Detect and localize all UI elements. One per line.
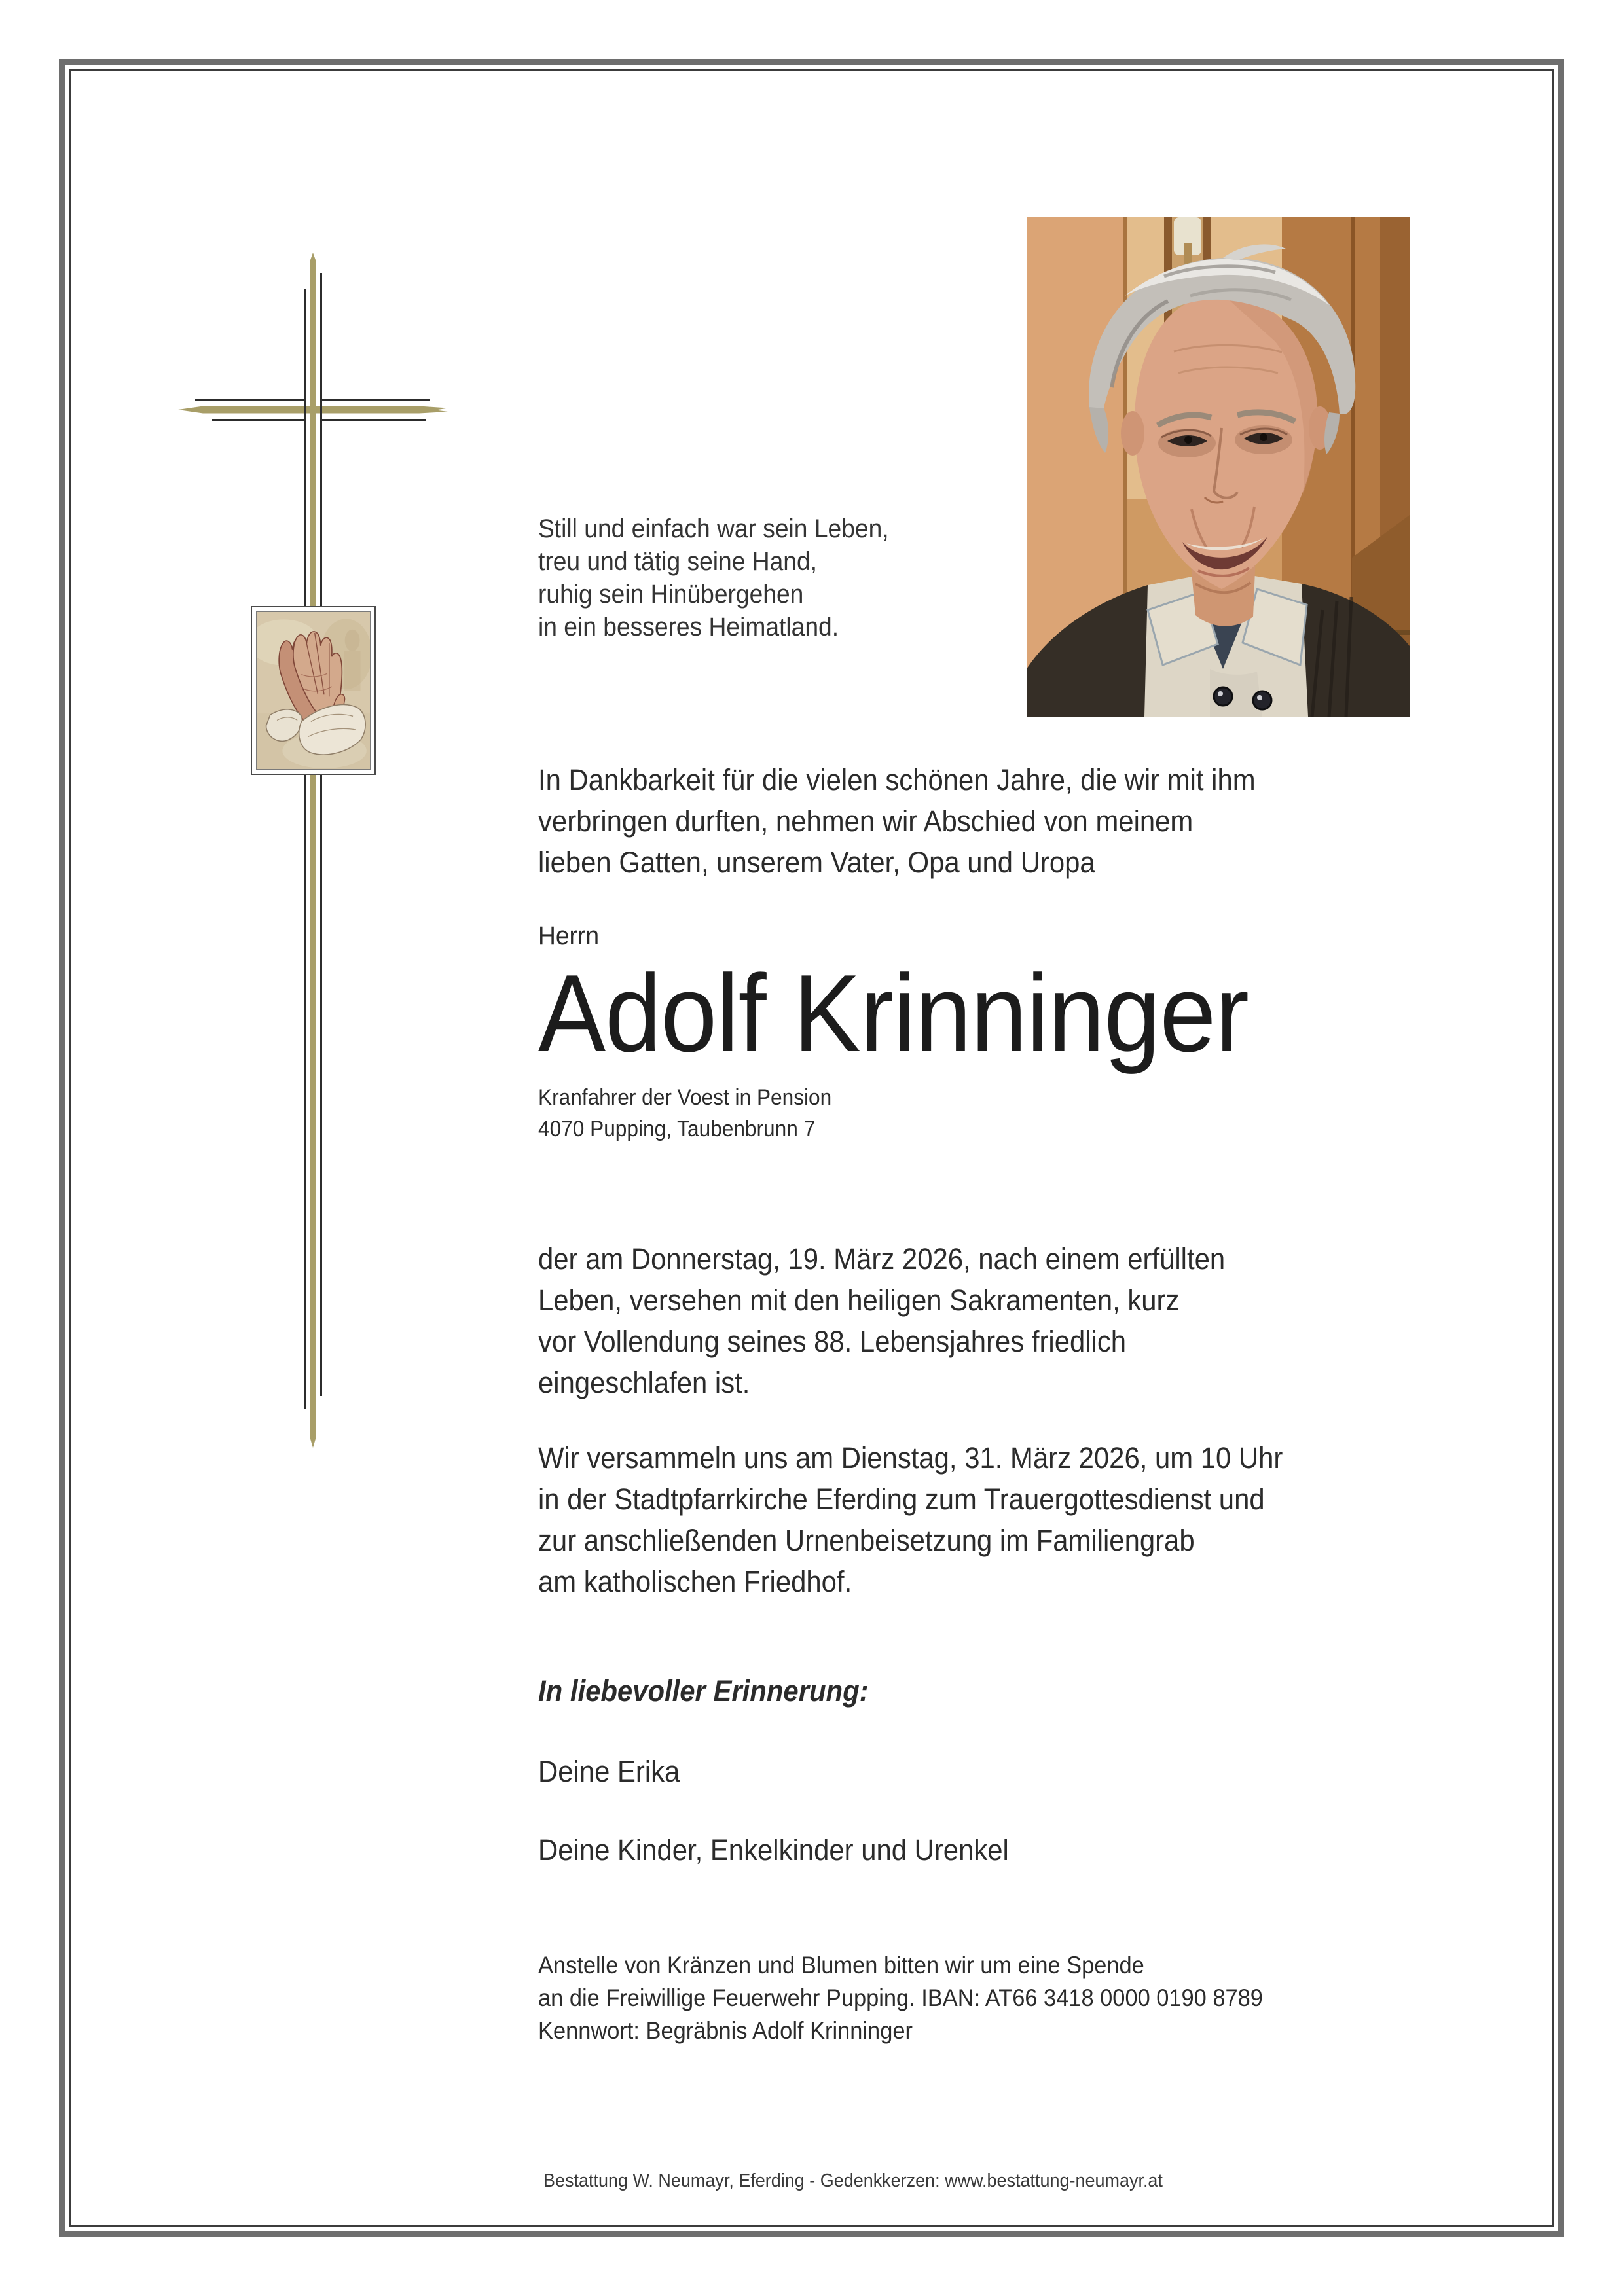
death-notice-paragraph bbox=[538, 1238, 1225, 1403]
deceased-profession: Kranfahrer der Voest in Pension bbox=[538, 1085, 832, 1110]
intro-line: lieben Gatten, unserem Vater, Opa und Uropa bbox=[538, 846, 1095, 879]
praying-hands-image bbox=[256, 611, 371, 770]
remembrance-title: In liebevoller Erinnerung: bbox=[538, 1674, 869, 1708]
intro-line: In Dankbarkeit für die vielen schönen Jahre, die wir mit ihm bbox=[538, 763, 1256, 797]
donation-line: Kennwort: Begräbnis Adolf Krinninger bbox=[538, 2017, 913, 2044]
mourner-name: Deine Kinder, Enkelkinder und Urenkel bbox=[538, 1833, 1009, 1867]
mourner-name: Deine Erika bbox=[538, 1755, 680, 1788]
deceased-name: Adolf Krinninger bbox=[538, 952, 1249, 1075]
poem-line: treu und tätig seine Hand, bbox=[538, 547, 818, 576]
death-notice-line: Leben, versehen mit den heiligen Sakramenten, kurz bbox=[538, 1283, 1180, 1317]
death-notice-line: der am Donnerstag, 19. März 2026, nach einem erfüllten bbox=[538, 1242, 1226, 1276]
poem-line: ruhig sein Hinübergehen bbox=[538, 580, 804, 609]
deceased-details bbox=[538, 1082, 831, 1145]
death-notice-line: vor Vollendung seines 88. Lebensjahres friedlich bbox=[538, 1325, 1127, 1358]
donation-line: an die Freiwillige Feuerwehr Pupping. IBAN: AT66 3418 0000 0190 8789 bbox=[538, 1984, 1263, 2011]
funeral-home-footer: Bestattung W. Neumayr, Eferding - Gedenkkerzen: www.bestattung-neumayr.at bbox=[543, 2170, 1163, 2191]
poem-line: Still und einfach war sein Leben, bbox=[538, 514, 889, 543]
ceremony-line: zur anschließenden Urnenbeisetzung im Familiengrab bbox=[538, 1524, 1195, 1557]
portrait-photo bbox=[1027, 217, 1410, 717]
donation-line: Anstelle von Kränzen und Blumen bitten wir um eine Spende bbox=[538, 1952, 1144, 1979]
ceremony-line: in der Stadtpfarrkirche Eferding zum Trauergottesdienst und bbox=[538, 1482, 1265, 1516]
ceremony-line: Wir versammeln uns am Dienstag, 31. März 2026, um 10 Uhr bbox=[538, 1441, 1283, 1475]
ceremony-paragraph bbox=[538, 1437, 1283, 1602]
donation-note bbox=[538, 1949, 1263, 2047]
deceased-address: 4070 Pupping, Taubenbrunn 7 bbox=[538, 1117, 816, 1141]
ceremony-line: am katholischen Friedhof. bbox=[538, 1565, 852, 1598]
salutation: Herrn bbox=[538, 922, 600, 950]
praying-hands-frame bbox=[251, 606, 376, 775]
death-notice-line: eingeschlafen ist. bbox=[538, 1366, 750, 1399]
intro-paragraph bbox=[538, 759, 1256, 883]
intro-line: verbringen durften, nehmen wir Abschied von meinem bbox=[538, 804, 1194, 838]
memorial-poem bbox=[538, 512, 889, 643]
poem-line: in ein besseres Heimatland. bbox=[538, 613, 839, 641]
